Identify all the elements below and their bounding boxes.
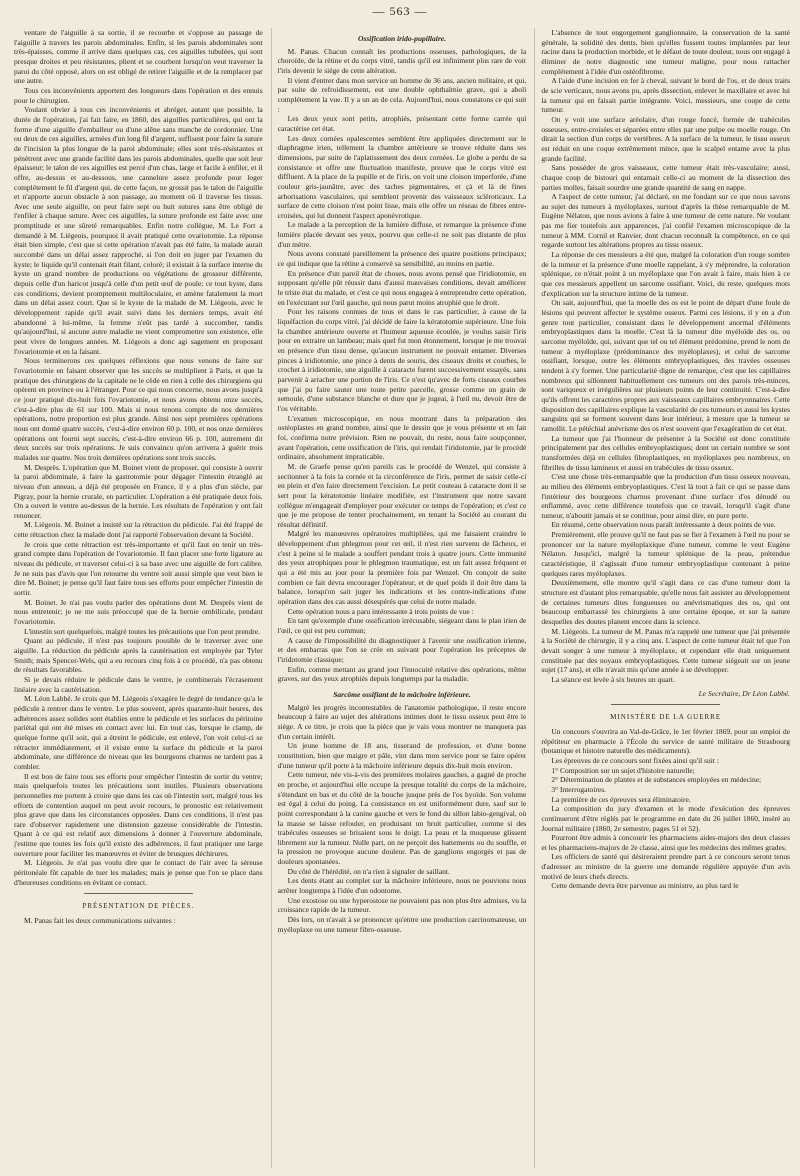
paragraph: Du côté de l'hérédité, on n'a rien à signaler de saillant.	[287, 866, 450, 876]
paragraph: Les officiers de santé qui désireraient prendre part à ce concours seront tenus d'adresser au ministre de la guerre une demande régulière appuyée d'un avis motivé de leurs chefs directs.	[541, 852, 791, 881]
paragraph: Le malade a la perception de la lumière diffuse, et remarque la présence d'une lumière placée devant ses yeux, pourvu que celle-ci ne soit pas distante de plus d'un mètre.	[277, 220, 527, 249]
paragraph: 3° Interrogatoires.	[551, 784, 606, 794]
column-1	[14, 28, 263, 1168]
paragraph: Nous terminerons ces quelques réflexions que nous venons de faire sur l'ovariotomie en faisant observer que les succès se multiplient à Paris, et que la pratique des chirurgiens de la capitale ne le cède en rien à celle des chirurgiens qui opèrent en province ou à l'étranger. Pour ce qui nous concerne, nous avons jusqu'à ce jour pratiqué dix-huit fois l'ovariotomie, et nous avons obtenu onze succès, c'est-à-dire plus de 61 sur 100. Mais si nous tenons compte de nos dernières opérations, notre proportion est plus grande. Ainsi nos sept premières opérations nous ont donné quatre succès, c'est-à-dire environ 60 p. 100, et nos onze dernières opérations ont fourni sept succès, c'est-à-dire environ 66 p. 100, autrement dit deux succès sur trois opérations. Je suis convaincu qu'on arrivera à guérir trois malades sur quatre. Nos trois dernières opérations sont trois succès.	[14, 356, 263, 462]
paragraph: 2° Détermination de plantes et de substances employées en médecine;	[551, 775, 762, 785]
paragraph: Si je devais réduire le pédicule dans le ventre, je combinerais l'écrasement linéaire avec la cautérisation.	[14, 674, 263, 694]
paragraph: M. Liégeois. Je n'ai pas voulu dire que le contact de l'air avec la séreuse péritonéale fût capable de tuer les malades; mais je pense que l'on se place dans d'heureuses conditions en évitant ce contact.	[14, 858, 263, 887]
section-heading-pieces: PRÉSENTATION DE PIÈCES.	[82, 902, 195, 911]
paragraph: Les épreuves de ce concours sont fixées ainsi qu'il suit :	[551, 755, 719, 765]
paragraph: M. Desprès. L'opération que M. Boinet vient de proposer, qui consiste à ouvrir la paroi abdominale, à faire la gastrotomie pour dégager l'intestin étranglé au niveau d'un anneau, a déjà été proposée en France, il y a plus d'un siècle, par Pigray, pour la hernie crurale, en particulier. L'opération a été pratiquée deux fois. On a ouvert le ventre au-dessus de la hernie. Les résultats de l'opération y ont fait renoncer.	[14, 462, 263, 520]
paragraph: En résumé, cette observation nous paraît intéressante à deux points de vue.	[551, 520, 776, 530]
paragraph: A l'aide d'une incision en fer à cheval, suivant le bord de l'os, et de deux traits de scie verticaux, nous avons pu, après dissection, enlever le maxillaire et avec lui la tumeur qui en faisait partie intégrante. Voici, messieurs, une coupe de cette tumeur.	[541, 76, 791, 115]
paragraph: Voulant obvier à tous ces inconvénients et abréger, autant que possible, la durée de l'opération, j'ai fait faire, en 1860, des aiguilles particulières, qui ont la forme d'une aiguille d'emballeur ou d'une alêne sans manche de cordonnier. Une ou deux de ces aiguilles, armées d'un long fil d'argent, suffisent pour faire la suture de l'incision la plus longue de la paroi abdominale; elles sont très-résistantes et pénètrent avec une grande facilité dans les parois abdominales, quelle que soit leur épaisseur; le talon de ces aiguilles est percé d'un chas, large et facile à enfiler, et il offre, au-dessus et au-dessous, une cannelure assez profonde pour loger complétement le fil d'argent qui, de cette façon, ne grossit pas le talon de l'aiguille et n'apporte aucun obstacle à son passage, au moment où il traverse les tissus. Avec une seule aiguille, on peut faire sept ou huit sutures sans être obligé de l'enfiler à chaque suture. Avec ces aiguilles, la suture profonde est faite avec une promptitude et une sûreté remarquables. Enfin notre collègue, M. Le Fort a demandé à M. Liégeois, pourquoi il avait pratiqué cette ovariotomie. La réponse était bien simple, c'est que si cette opération n'avait pas été faite, la malade aurait succombé dans un délai assez rapproché, si l'on doit en juger par l'examen du kyste; le liquide qu'il contenait était filant, coloré; il existait à la surface interne du kyste un grand nombre de productions ou végétations de grosseur différente, depuis celle d'un haricot jusqu'à celle d'un petit œuf de poule; ce tout kyste, dans ces conditions, devient promptement multiloculaire, et amène fatalement la mort dans un délai assez court. Que si le kyste de la malade de M. Liégeois, avec le développement rapide qu'il avait suivi dans les derniers temps, avait été abandonné à lui-même, la femme n'eût pas tardé à succomber, tandis qu'aujourd'hui, si aucune autre maladie ne vient compromettre son existence, elle peut vivre de longues années. M. Liégeois a donc agi sagement en proposant l'ovariotomie et en la faisant.	[14, 105, 263, 356]
paragraph: Tous ces inconvénients apportent des longueurs dans l'opération et des ennuis pour le chirurgien.	[14, 85, 263, 105]
divider	[84, 893, 193, 894]
ministere-body	[541, 727, 790, 891]
paragraph: L'absence de tout engorgement ganglionnaire, la conservation de la santé générale, la solidité des dents, bien qu'elles fussent toutes implantées par leur racine dans la production morbide, et le défaut de toute douleur, nous ont engagé à éliminer de notre diagnostic une tumeur maligne, pour nous rattacher complétement à l'idée d'un ostéofibrome.	[541, 28, 791, 76]
paragraph: Un jeune homme de 18 ans, tisserand de profession, et d'une bonne constitution, bien que maigre et pâle, vint dans mon service pour se faire opérer d'une tumeur qu'il porte à la mâchoire inférieure depuis dix-huit mois environ.	[277, 741, 527, 770]
column-2	[271, 28, 527, 1168]
paragraph: La réponse de ces messieurs a été que, malgré la coloration d'un rouge sombre de la tumeur et la présence d'une moelle rappelant, à s'y méprendre, la coloration splénique, ce n'était point à un myéloplaxe que l'on avait à faire, mais bien à ce que ces messieurs appellent un sarcome ossifiant. Voici, du reste, quelques mots d'explication sur la structure intime de la tumeur.	[541, 250, 791, 298]
paragraph: La séance est levée à six heures un quart.	[551, 674, 675, 684]
paragraph: L'intestin sort quelquefois, malgré toutes les précautions que l'on peut prendre.	[24, 626, 260, 636]
paragraph: Cette tumeur, née vis-à-vis des premières molaires gauches, a gagné de proche en proche, et aujourd'hui elle occupe la presque totalité du corps de la mâchoire, s'étendant en bas et du côté de la bouche jusque près de l'os hyoïde. Son volume est égal à celui du poing. La consistance en est uniformément dure, sauf sur le point correspondant à la canine gauche et vers le fond du sillon labio-gengival, où la masse se laisse refouler, en produisant un bruit particulier, comme si des trabécules osseuses se brisaient sous le doigt. La peau et la muqueuse glissent librement sur la tumeur. Nulle part, on ne perçoit des battements ou du souffle, et la pression ne provoque aucune douleur. Pas de ganglions engorgés et pas de douleurs spontanées.	[277, 770, 527, 867]
paragraph: Cette demande devra être parvenue au ministre, au plus tard le	[551, 881, 739, 891]
paragraph: Enfin, comme mettant au grand jour l'innocuité relative des opérations, même graves, sur des yeux atrophiés depuis longtemps par la maladie.	[277, 664, 527, 684]
paragraph: Malgré les progrès incontestables de l'anatomie pathologique, il reste encore beaucoup à faire au sujet des altérations intimes dont le tissu osseux peut être le siége. A ce titre, je crois que la pièce que je vais vous montrer ne manquera pas d'un certain intérêt.	[277, 702, 527, 741]
paragraph: Il est bon de faire tous ses efforts pour empêcher l'intestin de sortir du ventre; mais quelquefois toutes les précautions sont inutiles. Plusieurs observations personnelles me portent à croire que dans les cas où l'intestin sort, malgré tous les efforts de contention auquel on peut avoir recours, le pronostic est relativement plus grave que dans les circonstances opposées. Dans ces conditions, il n'est pas rare d'observer rapidement une distension gazeuse considérable de l'intestin. Quant à ce qui est relatif aux dimensions à donner à l'ouverture abdominale, j'estime que toutes les fois qu'il existe des adhérences, il faut pratiquer une large ouverture pour faciliter les manœuvres et éviter de brusques déchirures.	[14, 771, 263, 858]
closing-line: M. Panas fait les deux communications suivantes :	[24, 916, 176, 926]
paragraph: La composition du jury d'examen et le mode d'exécution des épreuves continueront d'être réglés par le programme en date du 26 juillet 1860, inséré au Journal militaire (1860, 2e semestre, pages 51 et 52).	[541, 804, 791, 833]
article-body-sarcome	[278, 703, 527, 935]
paragraph: Sans posséder de gros vaisseaux, cette tumeur était très-vasculaire; aussi, chaque coup de bistouri qui entamait celle-ci au moment de la dissection des parties molles, faisait sourdre une grande quantité de sang en nappe.	[541, 163, 791, 192]
paragraph: Malgré les manœuvres opératoires multipliées, qui me faisaient craindre le développement d'un phlegmon pour cet œil, il n'est rien survenu de fâcheux, et c'est à peine si le malade a souffert pendant trois à quatre jours. Cette immunité des yeux atrophiques pour le phlegmon traumatique, est un fait assez fréquent et qui a été mis au jour pour la première fois par Wenzel. On conçoit de suite combien ce fait devra encourager l'opérateur, et de quel poids il doit être dans la balance, lorsqu'on sait juger les indications et les contre-indications d'une opération dans des cas aussi désespérés que celui de notre malade.	[277, 529, 527, 607]
article-heading-ossification: Ossification irido-pupillaire.	[358, 34, 446, 43]
paragraph: Les dents étant au complet sur la mâchoire inférieure, nous ne pouvions nous arrêter longtemps à l'idée d'un odontome.	[277, 876, 527, 896]
paragraph: Les deux cornées opalescentes semblent être appliquées directement sur le diaphragme irien, tellement la chambre antérieure se trouve réduite dans ses dimensions, par suite de l'aplatissement des deux cornées. Le globe a perdu de sa consistance et offre une fluctuation manifeste, preuve que le corps vitré est diffluent. A la place de la pupille et de l'iris, on voit une cloison imperforée, d'une couleur gris-jaunâtre, avec des taches pigmentaires, et çà et là de fines arborisations vasculaires, qui semblent provenir des vaisseaux scléroticaux. La surface de cette cloison n'est point lisse, mais elle offre un réseau de fibres entre-croisées, qui lui donnent l'aspect aponévrotique.	[277, 133, 527, 220]
paragraph: On sait, aujourd'hui, que la moelle des os est le point de départ d'une foule de lésions qui peuvent affecter le système osseux. Parmi ces lésions, il y en a d'un genre tout particulier, consistant dans le développement anormal d'éléments embryoplastiques dans la moelle. C'est là la tumeur dite myéloïde des os, ou sarcome myéloïde, qui, suivant que tel ou tel élément prédomine, prend le nom de tumeur à myéloplaxe (prédominance des myéloplaxes), et celui de sarcome ossifiant, lorsque, outre les éléments embryoplastiques, des travées osseuses tendent à s'y former. Une particularité digne de remarque, c'est que les capillaires nombreux qui sillonnent habituellement ces tumeurs ont des parois très-minces, sont variqueux et irrégulières sur plusieurs points de leur continuité. C'est-à-dire qu'ils offrent les caractères propres aux vaisseaux capillaires embryonnaires. Cette disposition des capillaires explique la vascularité de ces tumeurs et aussi les kystes sanguins qui se forment souvent dans leur intérieur, à mesure que la tumeur se ramollit. Le pétéchial anévrisme des os n'est souvent que l'exagération de cet état.	[541, 298, 791, 433]
paragraph: En présence d'un pareil état de choses, nous avons pensé que l'iridiotomie, en supposant qu'elle pût réussir dans d'aussi mauvaises conditions, devait améliorer le triste état du malade, et c'est ce qui nous engagea à entreprendre cette opération, en l'exécutant sur l'œil gauche, qui nous parut moins atrophié que le droit.	[277, 268, 527, 307]
paragraph: Une exostose ou une hyperostose ne pouvaient pas non plus être admises, vu la croissance rapide de la tumeur.	[277, 895, 527, 915]
paragraph: Les deux yeux sont petits, atrophiés, présentant cette forme carrée qui caractérise cet état.	[277, 114, 527, 133]
paragraph: M. Liégeois. La tumeur de M. Panas m'a rappelé une tumeur que j'ai présentée à la Société de chirurgie, il y a cinq ans. L'aspect de cette tumeur était tel que l'on devait songer à une tumeur à myéloplaxe, et cependant elle était uniquement constituée par des noyaux embryoplastiques. Cette tumeur siégeait sur un jeune sujet (17 ans), et elle n'avait mis qu'une année à se développer.	[541, 626, 791, 675]
page-number: — 563 —	[372, 4, 428, 18]
paragraph: Deuxièmement, elle montre qu'il s'agit dans ce cas d'une tumeur dont la structure est d'autant plus remarquable, qu'elle nous fait assister au développement de certaines tumeurs dites fongueuses ou anévrismatiques des os, qui ont beaucoup embarrassé les chirurgiens à une certaine époque, et sur la nature desquelles des doutes planent encore dans la science.	[541, 578, 791, 627]
paragraph: A l'aspect de cette tumeur, j'ai déclaré, en me fondant sur ce que nous savons au sujet des tumeurs à myéloplaxes, surtout d'après la thèse remarquable de M. Eugène Nélaton, que nous avions à faire à une tumeur de cette nature. Ne voulant pas me fier toutefois aux apparences, j'ai confié l'examen microscopique de la tumeur à MM. Cornil et Ranvier, dont chacun reconnaît la compétence, en ce qui regarde surtout les altérations propres au tissu osseux.	[541, 192, 791, 250]
columns	[14, 28, 790, 1168]
paragraph: M. Liégeois. M. Boinet a insisté sur la rétraction du pédicule. J'ai été frappé de cette rétraction chez la malade dont j'ai rapporté l'observation devant la Société.	[14, 520, 263, 540]
paragraph: Pourront être admis à concourir les pharmaciens aides-majors des deux classes et les pharmaciens-majors de 2e classe, ainsi que les médecins des mêmes grades.	[541, 833, 791, 852]
secretary-signature: Le Secrétaire, Dr Léon Labbé.	[698, 688, 791, 698]
paragraph: Pour les raisons connues de tous et dans le cas particulier, à cause de la liquéfaction du corps vitré, j'ai décidé de faire la kératotomie supérieure. Une fois la chambre antérieure ouverte et l'humeur aqueuse écoulée, je voulus saisir l'iris pour en extraire un lambeau; mais quel fut mon étonnement, lorsque je me trouvai en présence d'un tissu dense, qu'aucun instrument ne pouvait entamer. Diverses pinces à iridiotomie, une pince à dents de souris, des ciseaux droits et courbes, le crochet à iridiotomie, une aiguille à cataracte furent successivement essayés, sans parvenir à arracher une portion de l'iris. Ce n'est qu'avec de forts ciseaux courbes que j'ai pu faire sauter une toute petite parcelle, grosse comme un grain de semoule, d'une substance blanche et dure que je jugeai, à l'œil nu, devoir être de l'os véritable.	[277, 307, 527, 413]
paragraph: La tumeur que j'ai l'honneur de présenter à la Société est donc constituée principalement par des cellules embryoplastiques; dont un certain nombre se sont transformées déjà en cellules fibroplastiques, en myéloplaxes peu nombreux, en fibrilles de tissu lamineux et aussi en trabécules de tissu osseux.	[541, 433, 791, 472]
paragraph: Nous avons constaté pareillement la présence des quatre positions principaux; ce qui indique que la rétine a conservé sa sensibilité, au moins en partie.	[277, 249, 527, 269]
paragraph: L'examen microscopique, en nous montrant dans la préparation des ostéoplastes en grand nombre, ainsi que le dessin que je vous présente et en fait foi, confirma notre prévision. Rien ne pouvait, du reste, nous faire soupçonner, avant l'opération, cette ossification de l'iris, qui rendait l'iridotomie, par le procédé ordinaire, absolument impraticable.	[277, 413, 527, 462]
paragraph: M. Boinet. Je n'ai pas voulu parler des opérations dont M. Desprès vient de nous entretenir; je ne me suis préoccupé que de la hernie ombilicale, pendant l'ovariotomie.	[14, 597, 263, 627]
divider	[611, 704, 720, 705]
column-1-body	[14, 28, 263, 887]
column-3	[534, 28, 790, 1168]
paragraph: En tant qu'exemple d'une ossification irrécusable, siégeant dans le plan irien de l'œil, ce qui est peu commun;	[277, 616, 527, 636]
article-heading-sarcome: Sarcôme ossifiant de la mâchoire inférieure.	[333, 689, 471, 699]
paragraph: 1° Composition sur un sujet d'histoire naturelle;	[551, 765, 695, 775]
paragraph: ventare de l'aiguille à sa sortie, il se recourbe et s'oppose au passage de l'aiguille à travers les parois abdominales. Enfin, si les parois abdominales sont très-épaisses, comme il arrive dans quelques cas, ces aiguilles tubulées, qui sont presque droites et peu résistantes, plient et se courbent lorsqu'on veut traverser la paroi du côté opposé, alors on est obligé de retirer l'aiguille et de la remplacer par une autre.	[14, 28, 263, 86]
section-heading-ministere: MINISTÈRE DE LA GUERRE	[610, 713, 722, 722]
paragraph: Quant au pédicule, il n'est pas toujours possible de le traverser avec une aiguille. La réduction du pédicule après la cautérisation est employée par Tyler Smith; mais Spencer-Wels, qui a eu recours cinq fois à ce procédé, n'a pas obtenu de résultats favorables.	[14, 636, 263, 675]
paragraph: M. de Graefe pense qu'en pareils cas le procédé de Wenzel, qui consiste à sectionner à la fois la cornée et la circonférence de l'iris, permet de saisir celle-ci en plein et d'en faire directement l'excision. Le petit couteau à cataracte dont il se sert pour la kératotomie linéaire modifiée, est l'instrument que notre savant collègue m'engageait d'employer pour exécuter ce temps de l'opération; et c'est ce que je me propose de tenter prochainement, en tenant la Société au courant du résultat définitif.	[277, 461, 527, 529]
paragraph: M. Léon Labbé. Je crois que M. Liégeois s'exagère le degré de tendance qu'a le pédicule à rentrer dans le ventre. Le plus souvent, après quarante-huit heures, des adhérences assez solides sont établies entre le pédicule et les surfaces du péritoine pariétal qui ont été mises en contact avec lui. En tout cas, lorsque le clamp, de quelque forme qu'il soit, qui a étreint le pédicule, est enlevé, l'on voit celui-ci se rétracter immédiatement, et il existe entre la surface du pédicule et la paroi abdominale, une différence de niveau que les bourgeons charnus ne tardent pas à combler.	[14, 694, 263, 771]
paragraph: Cette opération nous a paru intéressante à trois points de vue :	[287, 606, 474, 616]
paragraph: Dès lors, on n'avait à se prononcer qu'entre une production carcinomateuse, un myéloplaxe ou une tumeur fibro-osseuse.	[277, 915, 527, 934]
paragraph: Je crois que cette rétraction est très-importante et qu'il faut en tenir un très-grand compte dans l'opération de l'ovariotomie. Il faut placer une forte ligature au niveau du pédicule, et traverser celui-ci à sa base avec une aiguille de fort calibre. Je ne suis pas d'avis que l'on retourne du ventre soit aussi simple que veut bien le dire M. Boinet; je pense qu'il faut faire tous ses efforts pour empêcher l'intestin de sortir.	[14, 539, 263, 598]
paragraph: Un concours s'ouvrira au Val-de-Grâce, le 1er février 1869, pour un emploi de répétiteur en pharmacie à l'École du service de santé militaire de Strasbourg (botanique et histoire naturelle des médicaments).	[541, 726, 791, 756]
paragraph: Il vient d'entrer dans mon service un homme de 36 ans, ancien militaire, et qui, par suite de refroidissement, eut une double ophthalmie grave, qui a aboli complétement la vue. Il y a un an de cela. Aujourd'hui, nous constatons ce qui suit :	[277, 75, 527, 114]
article-body-ossification	[278, 47, 527, 684]
paragraph: Premièrement, elle prouve qu'il ne faut pas se fier à l'examen à l'œil nu pour se prononcer sur la nature myéloplaxique d'une tumeur, comme le veut Eugène Nélaton. Jusqu'ici, malgré la tumeur splénique de la peau, prétendue caractéristique, il s'agissait d'une tumeur embryoplastique contenant à peine quelques rares myéloplaxes.	[541, 530, 791, 578]
paragraph: La première de ces épreuves sera éliminatoire.	[551, 794, 691, 804]
column-3-body	[541, 28, 790, 685]
paragraph: A cause de l'impossibilité du diagnostiquer à l'avenir une ossification irienne, et des embarras que l'on se crée en suivant pour l'opération les préceptes de l'iridotomie classique;	[277, 635, 527, 664]
paragraph: M. Panas. Chacun connaît les productions osseuses, pathologiques, de la choroïde, de la rétine et du corps vitré, tandis qu'il est infiniment plus rare de voir l'iris devenir le siége de cette altération.	[277, 46, 527, 75]
paragraph: C'est une chose très-remarquable que la production d'un tissu osseux nouveau, au milieu des éléments embryoplastiques. C'est là tout à fait ce qui se passe dans l'intérieur des bourgeons charnus provenant d'une surface d'os dénudé ou enflammé, avec cette différence toutefois que ce travail, lorsqu'il s'agit d'une tumeur, n'aboutit jamais et se continue, pour ainsi dire, en pure perte.	[541, 472, 791, 520]
paragraph: On y voit une surface aréolaire, d'un rouge foncé, formée de trabécules osseuses, entre-croisées et séparées entre elles par une pulpe ou moelle rouge. On dirait la section d'un corps de vertèbres. A la surface de la tumeur, le tissu osseux est réduit en une coque extrêmement mince, que le scalpel entame avec la plus grande facilité.	[541, 114, 791, 163]
